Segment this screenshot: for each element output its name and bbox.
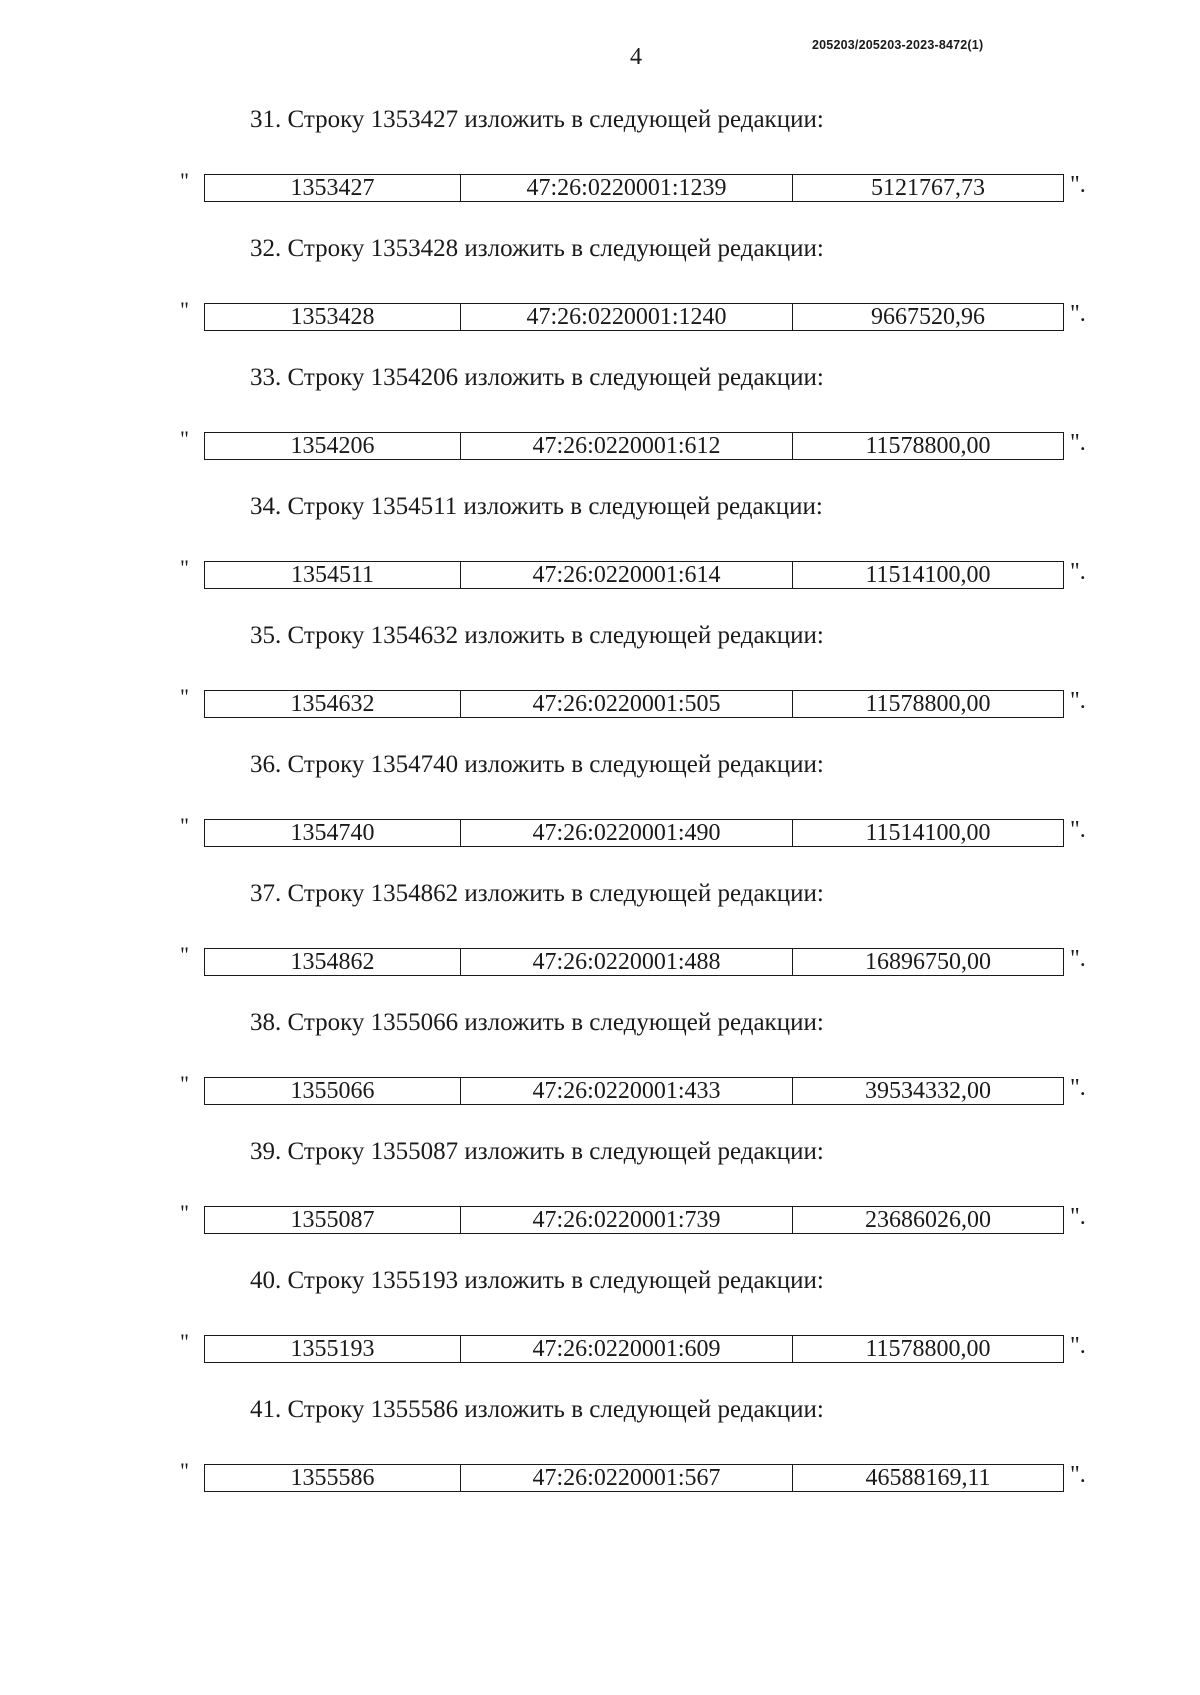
table-row (204, 303, 1064, 331)
amendment-instruction: 37. Строку 1354862 изложить в следующей редакции: (250, 880, 824, 907)
amendment-entry (0, 880, 1200, 1009)
closing-quote: ". (1070, 1333, 1086, 1359)
closing-quote: ". (1070, 946, 1086, 972)
row-number-cell: 1353427 (205, 175, 461, 201)
opening-quote: " (180, 297, 189, 322)
row-number-cell: 1354740 (205, 820, 461, 846)
cadastral-number-cell: 47:26:0220001:1240 (461, 304, 793, 330)
amendment-entry (0, 1267, 1200, 1396)
opening-quote: " (180, 555, 189, 580)
opening-quote: " (180, 1071, 189, 1096)
closing-quote: ". (1070, 559, 1086, 585)
cadastral-number-cell: 47:26:0220001:609 (461, 1336, 793, 1362)
opening-quote: " (180, 684, 189, 709)
amendment-instruction: 32. Строку 1353428 изложить в следующей редакции: (250, 235, 824, 262)
opening-quote: " (180, 813, 189, 838)
amendment-instruction: 40. Строку 1355193 изложить в следующей редакции: (250, 1267, 824, 1294)
amendment-list (0, 106, 1200, 1525)
cadastral-value-cell: 9667520,96 (871, 303, 985, 330)
cadastral-value-cell: 11578800,00 (865, 690, 991, 717)
amendment-entry (0, 1138, 1200, 1267)
row-number-cell: 1354206 (205, 433, 461, 459)
opening-quote: " (180, 168, 189, 193)
amendment-entry (0, 751, 1200, 880)
cadastral-number-cell: 47:26:0220001:1239 (461, 175, 793, 201)
document-id: 205203/205203-2023-8472(1) (812, 38, 984, 52)
table-row (204, 819, 1064, 847)
row-number-cell: 1353428 (205, 304, 461, 330)
opening-quote: " (180, 1200, 189, 1225)
amendment-instruction: 39. Строку 1355087 изложить в следующей редакции: (250, 1138, 824, 1165)
opening-quote: " (180, 426, 189, 451)
cadastral-number-cell: 47:26:0220001:567 (461, 1465, 793, 1491)
closing-quote: ". (1070, 172, 1086, 198)
amendment-instruction: 31. Строку 1353427 изложить в следующей редакции: (250, 106, 824, 133)
cadastral-value-cell: 11578800,00 (865, 432, 991, 459)
cadastral-value-cell: 46588169,11 (865, 1464, 991, 1491)
cadastral-number-cell: 47:26:0220001:739 (461, 1207, 793, 1233)
cadastral-number-cell: 47:26:0220001:433 (461, 1078, 793, 1104)
table-row (204, 432, 1064, 460)
cadastral-value-cell: 11514100,00 (865, 561, 991, 588)
opening-quote: " (180, 1458, 189, 1483)
amendment-instruction: 41. Строку 1355586 изложить в следующей редакции: (250, 1396, 824, 1423)
table-row (204, 690, 1064, 718)
amendment-entry (0, 493, 1200, 622)
amendment-instruction: 34. Строку 1354511 изложить в следующей редакции: (250, 493, 823, 520)
amendment-entry (0, 1396, 1200, 1525)
cadastral-value-cell: 11514100,00 (865, 819, 991, 846)
cadastral-value-cell: 23686026,00 (865, 1206, 991, 1233)
cadastral-number-cell: 47:26:0220001:490 (461, 820, 793, 846)
cadastral-value-cell: 16896750,00 (865, 948, 991, 975)
page-number: 4 (630, 44, 642, 70)
row-number-cell: 1354862 (205, 949, 461, 975)
row-number-cell: 1355066 (205, 1078, 461, 1104)
amendment-entry (0, 1009, 1200, 1138)
cadastral-number-cell: 47:26:0220001:505 (461, 691, 793, 717)
amendment-instruction: 36. Строку 1354740 изложить в следующей редакции: (250, 751, 824, 778)
amendment-entry (0, 622, 1200, 751)
table-row (204, 174, 1064, 202)
amendment-entry (0, 364, 1200, 493)
row-number-cell: 1354632 (205, 691, 461, 717)
cadastral-number-cell: 47:26:0220001:614 (461, 562, 793, 588)
amendment-instruction: 35. Строку 1354632 изложить в следующей редакции: (250, 622, 824, 649)
row-number-cell: 1355586 (205, 1465, 461, 1491)
row-number-cell: 1354511 (205, 562, 461, 588)
amendment-entry (0, 235, 1200, 364)
closing-quote: ". (1070, 1462, 1086, 1488)
table-row (204, 1464, 1064, 1492)
row-number-cell: 1355193 (205, 1336, 461, 1362)
table-row (204, 561, 1064, 589)
row-number-cell: 1355087 (205, 1207, 461, 1233)
amendment-instruction: 33. Строку 1354206 изложить в следующей редакции: (250, 364, 824, 391)
opening-quote: " (180, 1329, 189, 1354)
cadastral-number-cell: 47:26:0220001:488 (461, 949, 793, 975)
closing-quote: ". (1070, 688, 1086, 714)
closing-quote: ". (1070, 301, 1086, 327)
cadastral-value-cell: 39534332,00 (865, 1077, 991, 1104)
table-row (204, 1077, 1064, 1105)
opening-quote: " (180, 942, 189, 967)
table-row (204, 1206, 1064, 1234)
table-row (204, 1335, 1064, 1363)
amendment-entry (0, 106, 1200, 235)
amendment-instruction: 38. Строку 1355066 изложить в следующей редакции: (250, 1009, 824, 1036)
cadastral-number-cell: 47:26:0220001:612 (461, 433, 793, 459)
closing-quote: ". (1070, 1204, 1086, 1230)
closing-quote: ". (1070, 1075, 1086, 1101)
cadastral-value-cell: 11578800,00 (865, 1335, 991, 1362)
closing-quote: ". (1070, 817, 1086, 843)
closing-quote: ". (1070, 430, 1086, 456)
table-row (204, 948, 1064, 976)
cadastral-value-cell: 5121767,73 (871, 174, 985, 201)
